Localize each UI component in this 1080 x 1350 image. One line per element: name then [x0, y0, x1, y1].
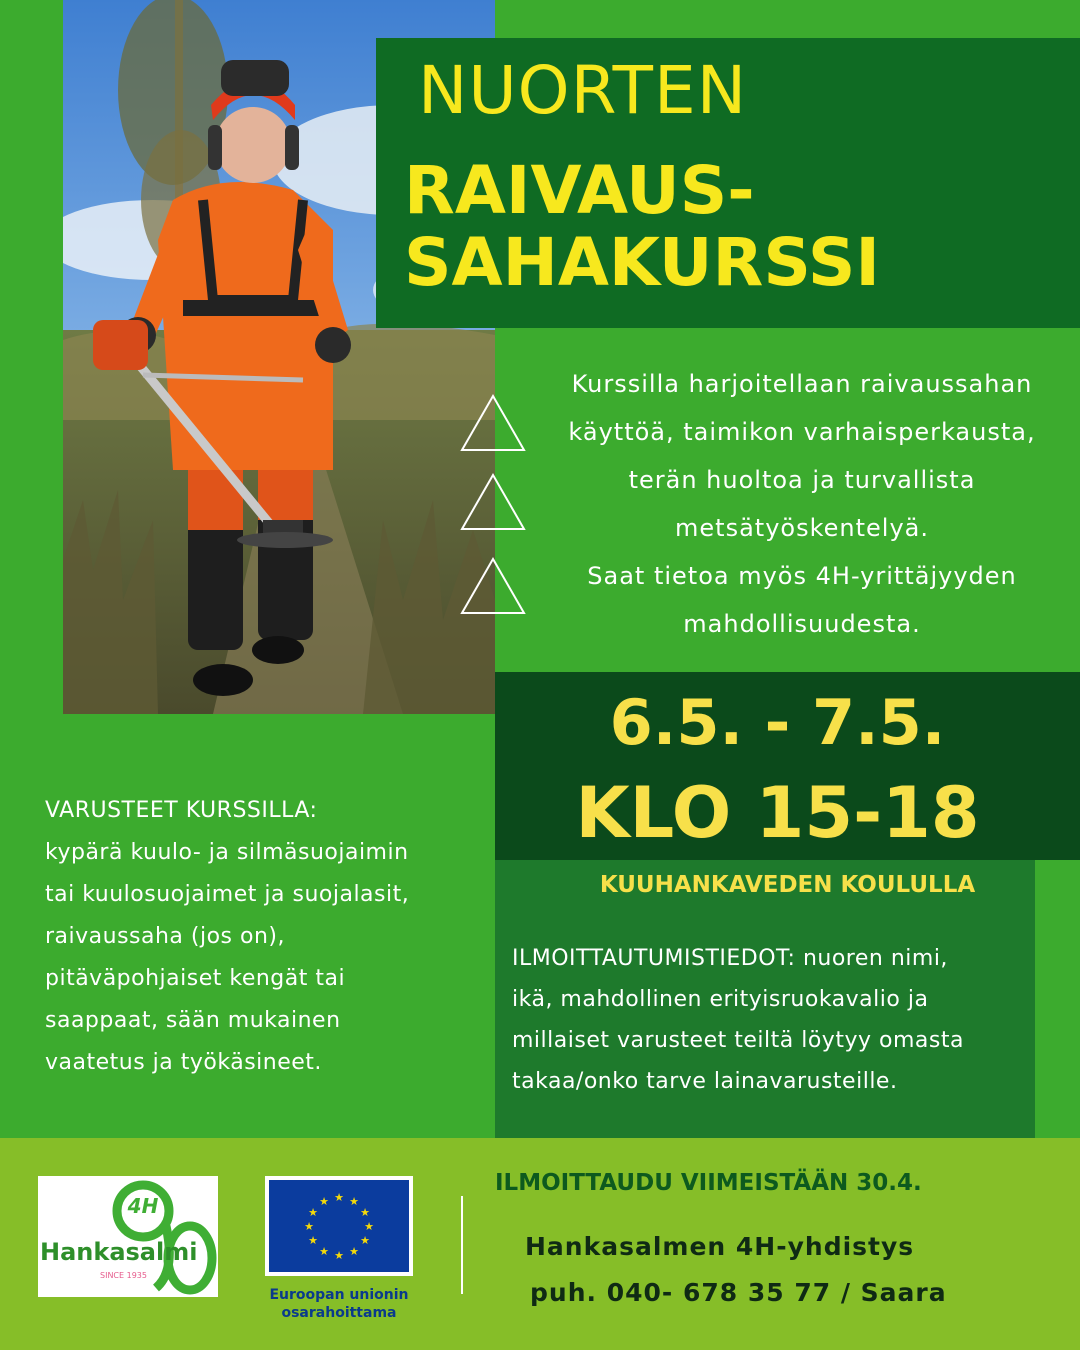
equipment-line: tai kuulosuojaimet ja suojalasit, — [45, 882, 410, 907]
svg-text:★: ★ — [360, 1234, 370, 1247]
equipment-line: raivaussaha (jos on), — [45, 924, 285, 949]
description-line: terän huoltoa ja turvallista — [628, 466, 976, 494]
registration-line: takaa/onko tarve lainavarusteille. — [512, 1069, 898, 1094]
equipment-list — [45, 790, 485, 1084]
equipment-line: vaatetus ja työkäsineet. — [45, 1050, 322, 1075]
contact-phone: puh. 040- 678 35 77 / Saara — [530, 1278, 947, 1307]
equipment-line: saappaat, sään mukainen — [45, 1008, 341, 1033]
svg-text:★: ★ — [349, 1245, 359, 1258]
svg-text:★: ★ — [308, 1206, 318, 1219]
description-line: Kurssilla harjoitellaan raivaussahan — [571, 370, 1033, 398]
triangle-outline-icon — [459, 556, 527, 616]
equipment-line: pitäväpohjaiset kengät tai — [45, 966, 346, 991]
course-description — [532, 360, 1072, 648]
triangle-outline-icon — [459, 393, 527, 453]
registration-info — [512, 938, 1027, 1102]
svg-text:★: ★ — [364, 1220, 374, 1233]
equipment-line: kypärä kuulo- ja silmäsuojaimin — [45, 840, 409, 865]
svg-text:★: ★ — [304, 1220, 314, 1233]
eu-caption-line: osarahoittama — [281, 1305, 397, 1321]
title-line-raivaus: RAIVAUS- — [404, 152, 755, 229]
svg-text:★: ★ — [334, 1191, 344, 1204]
event-time: KLO 15-18 — [575, 772, 980, 854]
svg-text:★: ★ — [319, 1245, 329, 1258]
eu-caption-line: Euroopan unionin — [269, 1287, 409, 1303]
title-line-nuorten: NUORTEN — [418, 52, 748, 129]
svg-text:★: ★ — [334, 1249, 344, 1262]
title-line-sahakurssi: SAHAKURSSI — [404, 224, 880, 301]
event-dates: 6.5. - 7.5. — [609, 686, 946, 759]
svg-text:★: ★ — [308, 1234, 318, 1247]
triangle-outline-icon — [459, 472, 527, 532]
organization-name: Hankasalmen 4H-yhdistys — [525, 1232, 915, 1261]
description-line: metsätyöskentelyä. — [675, 514, 929, 542]
event-location: KUUHANKAVEDEN KOULULLA — [599, 872, 976, 898]
hankasalmi-4h-logo — [38, 1176, 218, 1297]
logo-4h-since: SINCE 1935 — [100, 1271, 147, 1280]
svg-text:★: ★ — [360, 1206, 370, 1219]
registration-line: ikä, mahdollinen erityisruokavalio ja — [512, 987, 929, 1012]
logo-4h-name: Hankasalmi — [40, 1238, 198, 1266]
svg-text:★: ★ — [319, 1195, 329, 1208]
eu-caption — [248, 1286, 430, 1322]
description-line: mahdollisuudesta. — [683, 610, 921, 638]
equipment-heading: VARUSTEET KURSSILLA: — [45, 798, 318, 823]
logo-4h-emblem: 4H — [127, 1194, 159, 1218]
registration-line: millaiset varusteet teiltä löytyy omasta — [512, 1028, 964, 1053]
registration-line: ILMOITTAUTUMISTIEDOT: nuoren nimi, — [512, 946, 948, 971]
footer-divider — [461, 1196, 463, 1294]
eu-flag-logo — [265, 1176, 413, 1276]
svg-text:★: ★ — [349, 1195, 359, 1208]
registration-deadline: ILMOITTAUDU VIIMEISTÄÄN 30.4. — [495, 1170, 922, 1196]
description-line: Saat tietoa myös 4H-yrittäjyyden — [587, 562, 1017, 590]
description-line: käyttöä, taimikon varhaisperkausta, — [568, 418, 1036, 446]
